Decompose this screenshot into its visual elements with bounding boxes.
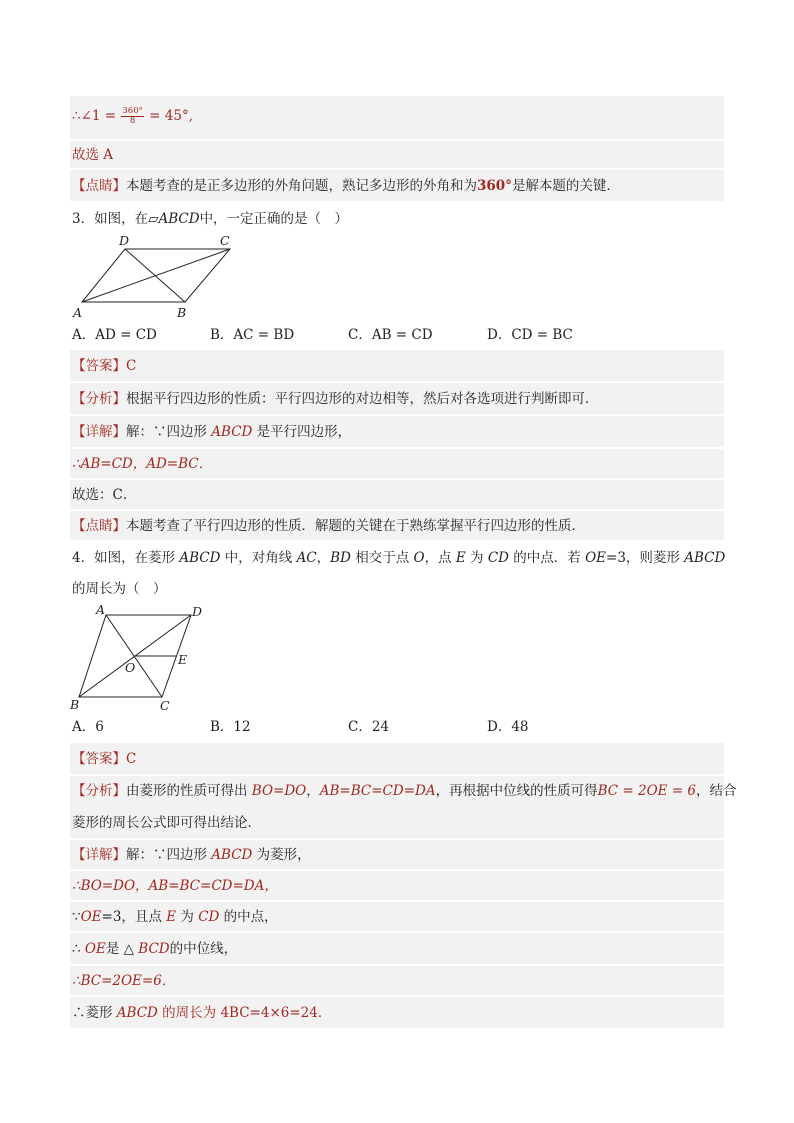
- label-b: B: [70, 697, 80, 712]
- step-part: CD: [198, 909, 220, 925]
- q4-option-a: A．6: [72, 719, 104, 735]
- q3-option-d: D．CD = BC: [487, 327, 573, 343]
- label-e: E: [178, 652, 188, 667]
- detail-tag: 【详解】: [72, 847, 126, 863]
- formula-suffix: = 45°,: [149, 108, 193, 124]
- label-a: A: [96, 602, 106, 617]
- q3-step1: ∴AB=CD，AD=BC．: [72, 456, 213, 472]
- q4-answer: [72, 749, 136, 769]
- formula-prefix: ∴∠1 =: [72, 108, 117, 124]
- fraction-numerator: 360°: [122, 106, 143, 116]
- label-d: D: [119, 233, 130, 248]
- answer-tag: 【答案】: [72, 751, 126, 767]
- step-part: =3，且点: [101, 909, 167, 925]
- step-part: ∵: [72, 909, 81, 925]
- step-part: ∴菱形: [72, 1005, 117, 1021]
- detail-c: 是平行四边形，: [252, 424, 352, 440]
- label-d: D: [192, 604, 203, 619]
- answer-value: C: [126, 358, 137, 374]
- step-part: 的中位线，: [169, 941, 238, 957]
- prev-comment: [72, 176, 620, 196]
- step-part: OE: [84, 941, 106, 957]
- band-q3-choice: [70, 480, 724, 509]
- q3-stem: [72, 209, 348, 229]
- q4-stem-part: 相交于点: [350, 550, 414, 566]
- detail-c: 为菱形，: [252, 847, 311, 863]
- q4-stem-part: BD: [330, 550, 351, 566]
- q4-step4: ∴BC=2OE=6．: [72, 973, 176, 989]
- label-o: O: [125, 660, 136, 675]
- q3-detail: [72, 422, 351, 442]
- band-q3-answer: [70, 350, 724, 381]
- label-a: A: [73, 305, 83, 320]
- q4-stem-part: 为: [465, 550, 488, 566]
- comment-text-end: 是解本题的关键．: [511, 178, 620, 194]
- q3-answer: [72, 356, 136, 376]
- detail-b: ABCD: [211, 424, 253, 440]
- detail-a: 解：∵四边形: [126, 847, 212, 863]
- q4-stem-part: 4．如图，在菱形: [72, 550, 180, 566]
- q4-stem-part: ，点: [424, 550, 456, 566]
- q4-stem-part: CD: [487, 550, 509, 566]
- analysis-part: BO=DO: [251, 783, 307, 799]
- prev-formula: [72, 106, 193, 126]
- q4-option-d: D．48: [487, 719, 529, 735]
- q4-stem-part: ABCD: [179, 550, 221, 566]
- q3-stem-c: 中，一定正确的是（ ）: [199, 211, 349, 227]
- q4-stem-line1: [72, 548, 725, 568]
- label-b: B: [177, 305, 187, 320]
- q3-parallelogram-figure: [70, 230, 250, 322]
- step-part: 的周长为 4BC=4×6=24．: [157, 1005, 332, 1021]
- q4-step3: [72, 939, 237, 959]
- comment-tag: 【点睛】: [72, 518, 126, 534]
- q4-rhombus-figure: [66, 600, 216, 716]
- step-part: 为: [176, 909, 199, 925]
- q4-step5: [72, 1003, 331, 1023]
- step-part: ∴: [72, 941, 85, 957]
- comment-highlight: 360°: [477, 178, 512, 194]
- label-c: C: [160, 698, 170, 713]
- q4-detail: [72, 845, 311, 865]
- q3-stem-a: 3．如图，在: [72, 211, 149, 227]
- comment-text: 本题考查了平行四边形的性质．解题的关键在于熟练掌握平行四边形的性质．: [126, 518, 585, 534]
- analysis-text: 根据平行四边形的性质：平行四边形的对边相等，然后对各选项进行判断即可．: [126, 391, 599, 407]
- q4-stem-part: O: [413, 550, 425, 566]
- step-part: ABCD: [116, 1005, 158, 1021]
- q3-option-a: A．AD = CD: [72, 327, 157, 343]
- analysis-part: ，: [306, 783, 320, 799]
- q3-option-b: B．AC = BD: [210, 327, 295, 343]
- q4-analysis-line2: 菱形的周长公式即可得出结论．: [72, 815, 261, 831]
- q4-stem-part: =3，则菱形: [606, 550, 685, 566]
- q4-stem-part: OE: [585, 550, 607, 566]
- q4-stem-part: ABCD: [684, 550, 726, 566]
- step-part: OE: [80, 909, 102, 925]
- q4-stem-part: 的中点．若: [508, 550, 586, 566]
- q4-option-b: B．12: [210, 719, 251, 735]
- comment-text: 本题考查的是正多边形的外角问题，熟记多边形的外角和为: [126, 178, 477, 194]
- q4-step1: ∴BO=DO，AB=BC=CD=DA，: [72, 878, 278, 894]
- detail-tag: 【详解】: [72, 424, 126, 440]
- q4-stem-part: ，: [316, 550, 331, 566]
- detail-a: 解：∵四边形: [126, 424, 212, 440]
- q3-comment: [72, 516, 585, 536]
- step-part: E: [166, 909, 177, 925]
- analysis-tag: 【分析】: [72, 391, 126, 407]
- step-part: 是 △: [105, 941, 139, 957]
- step-part: 的中点，: [219, 909, 278, 925]
- analysis-part: 由菱形的性质可得出: [126, 783, 252, 799]
- step-part: BCD: [138, 941, 170, 957]
- q3-analysis: [72, 389, 599, 409]
- q4-stem-part: 中，对角线: [220, 550, 297, 566]
- prev-choice: 故选 A: [72, 147, 114, 163]
- comment-tag: 【点睛】: [72, 178, 126, 194]
- q3-option-c: C．AB = CD: [348, 327, 433, 343]
- q4-option-c: C．24: [348, 719, 390, 735]
- detail-b: ABCD: [211, 847, 253, 863]
- analysis-part: ，结合: [695, 783, 737, 799]
- answer-tag: 【答案】: [72, 358, 126, 374]
- q3-stem-b: ▱ABCD: [148, 211, 200, 227]
- q4-analysis-line1: [72, 781, 736, 801]
- fraction: [121, 107, 143, 126]
- analysis-part: ，再根据中位线的性质可得: [435, 783, 598, 799]
- label-c: C: [220, 233, 230, 248]
- band-prev-choice: [70, 141, 724, 168]
- q4-stem-line2: 的周长为（ ）: [72, 581, 167, 597]
- diagonal-bd: [125, 249, 185, 302]
- analysis-part: AB=BC=CD=DA: [319, 783, 436, 799]
- answer-value: C: [126, 751, 137, 767]
- q4-step2: [72, 907, 278, 927]
- analysis-tag: 【分析】: [72, 783, 126, 799]
- analysis-formula: BC = 2OE = 6: [597, 783, 696, 799]
- fraction-denominator: 8: [129, 116, 136, 126]
- q4-stem-part: E: [455, 550, 466, 566]
- q4-stem-part: AC: [296, 550, 317, 566]
- q3-choice: 故选：C．: [72, 487, 137, 503]
- band-q4-answer: [70, 743, 724, 774]
